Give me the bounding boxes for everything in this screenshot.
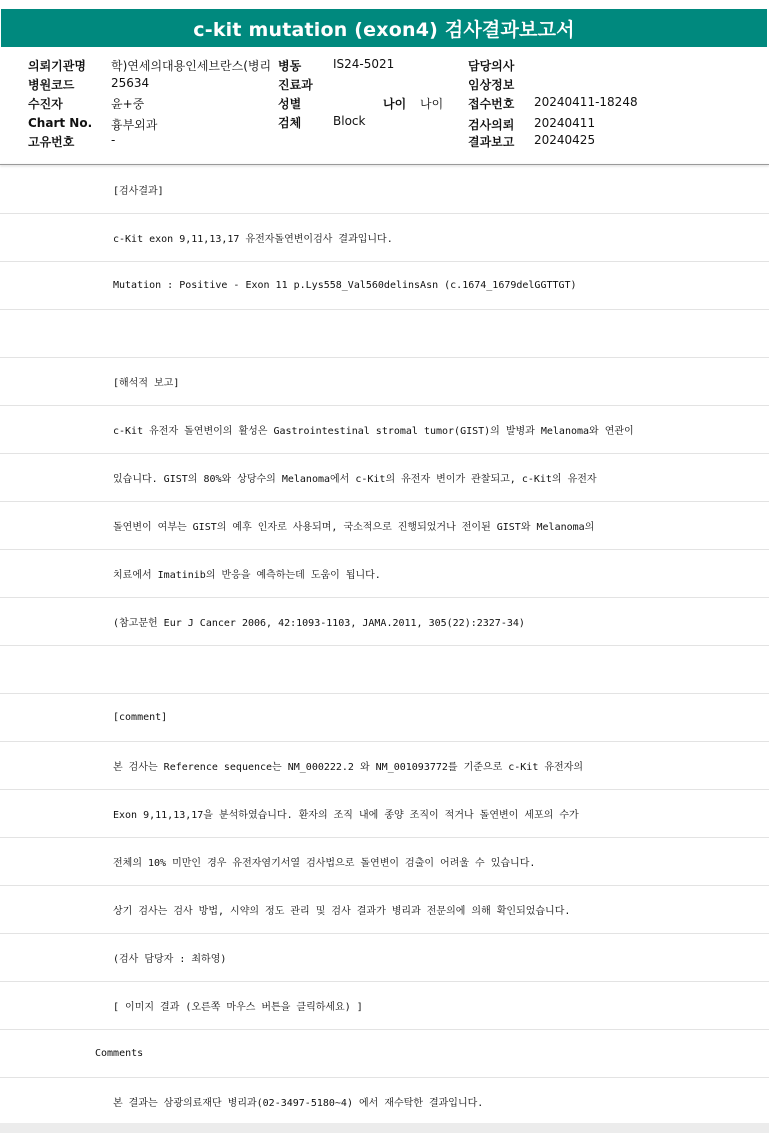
- report-row: [0, 934, 769, 982]
- institution-label: 의뢰기관명: [28, 59, 86, 73]
- report-row: [0, 262, 769, 310]
- reference-line: (참고문헌 Eur J Cancer 2006, 42:1093-1103, JAMA.2011, 305(22):2327-34): [113, 618, 525, 629]
- unique-no-label: 고유번호: [28, 135, 75, 149]
- chart-no-value: 흉부외과: [111, 118, 158, 132]
- report-row: [0, 454, 769, 502]
- report-row: [0, 502, 769, 550]
- report-row: [0, 838, 769, 886]
- report-row: [0, 310, 769, 358]
- institution-value: 학)연세의대용인세브란스(병리: [111, 59, 272, 73]
- request-label: 검사의뢰: [468, 118, 515, 132]
- report-row: [0, 406, 769, 454]
- department-label: 진료과: [278, 78, 313, 92]
- hospital-code-value: 25634: [111, 76, 150, 90]
- section-heading-interpretation: [해석적 보고]: [113, 378, 180, 389]
- image-result-link[interactable]: [ 이미지 결과 (오른쪽 마우스 버튼을 클릭하세요) ]: [113, 1002, 363, 1013]
- report-line: Exon 9,11,13,17을 분석하였습니다. 환자의 조직 내에 종양 조직이 적거나 돌연변이 세포의 수가: [113, 810, 579, 821]
- report-row: [0, 1078, 769, 1126]
- report-row: [0, 694, 769, 742]
- report-row: [0, 1030, 769, 1078]
- result-report-label: 결과보고: [468, 135, 515, 149]
- report-row: [0, 886, 769, 934]
- patient-label: 수진자: [28, 97, 63, 111]
- report-row: [0, 742, 769, 790]
- report-row: [0, 598, 769, 646]
- report-row: [0, 166, 769, 214]
- report-line: 본 결과는 삼광의료재단 병리과(02-3497-5180~4) 에서 재수탁한 결과입니다.: [113, 1098, 484, 1109]
- unique-no-value: -: [111, 133, 116, 147]
- report-line: c-Kit 유전자 돌연변이의 활성은 Gastrointestinal stromal tumor(GIST)의 발병과 Melanoma와 연관이: [113, 426, 634, 437]
- report-row[interactable]: [0, 982, 769, 1030]
- ward-label: 병동: [278, 59, 302, 73]
- report-line: 치료에서 Imatinib의 반응을 예측하는데 도움이 됩니다.: [113, 570, 381, 581]
- age-label: 나이: [383, 97, 407, 111]
- mutation-result: Mutation : Positive - Exon 11 p.Lys558_Val560delinsAsn (c.1674_1679delGGTTGT): [113, 280, 577, 291]
- report-row: [0, 214, 769, 262]
- report-line: c-Kit exon 9,11,13,17 유전자돌연변이검사 결과입니다.: [113, 234, 393, 245]
- section-heading-comment: [comment]: [113, 712, 168, 723]
- comments-heading: Comments: [95, 1048, 144, 1059]
- request-value: 20240411: [534, 116, 596, 130]
- examiner-line: (검사 담당자 : 최하영): [113, 954, 227, 965]
- chart-no-label: Chart No.: [28, 116, 93, 130]
- clinical-info-label: 임상정보: [468, 78, 515, 92]
- report-row: [0, 646, 769, 694]
- doctor-label: 담당의사: [468, 59, 515, 73]
- patient-value: 윤+중: [111, 97, 145, 111]
- report-line: 전체의 10% 미만인 경우 유전자염기서열 검사법으로 돌연변이 검출이 어려울 수 있습니다.: [113, 858, 536, 869]
- report-title: c-kit mutation (exon4) 검사결과보고서: [1, 9, 767, 47]
- report-row: [0, 790, 769, 838]
- report-line: 본 검사는 Reference sequence는 NM_000222.2 와 NM_001093772를 기준으로 c-Kit 유전자의: [113, 762, 584, 773]
- patient-info-header: [0, 52, 769, 152]
- header-divider: [0, 164, 769, 165]
- specimen-label: 검체: [278, 116, 302, 130]
- hospital-code-label: 병원코드: [28, 78, 75, 92]
- bottom-margin: [0, 1123, 769, 1133]
- result-report-value: 20240425: [534, 133, 596, 147]
- specimen-value: Block: [333, 114, 366, 128]
- receipt-no-label: 접수번호: [468, 97, 515, 111]
- report-line: 있습니다. GIST의 80%와 상당수의 Melanoma에서 c-Kit의 유전자 변이가 관찰되고, c-Kit의 유전자: [113, 474, 597, 485]
- report-line: 상기 검사는 검사 방법, 시약의 정도 관리 및 검사 결과가 병리과 전문의에 의해 확인되었습니다.: [113, 906, 571, 917]
- sex-label: 성별: [278, 97, 302, 111]
- receipt-no-value: 20240411-18248: [534, 95, 638, 109]
- section-heading-result: [검사결과]: [113, 186, 164, 197]
- report-body: [0, 166, 769, 1126]
- ward-value: IS24-5021: [333, 57, 395, 71]
- report-row: [0, 550, 769, 598]
- age-value: 나이: [420, 97, 444, 111]
- report-row: [0, 358, 769, 406]
- report-line: 돌연변이 여부는 GIST의 예후 인자로 사용되며, 국소적으로 진행되었거나 전이된 GIST와 Melanoma의: [113, 522, 595, 533]
